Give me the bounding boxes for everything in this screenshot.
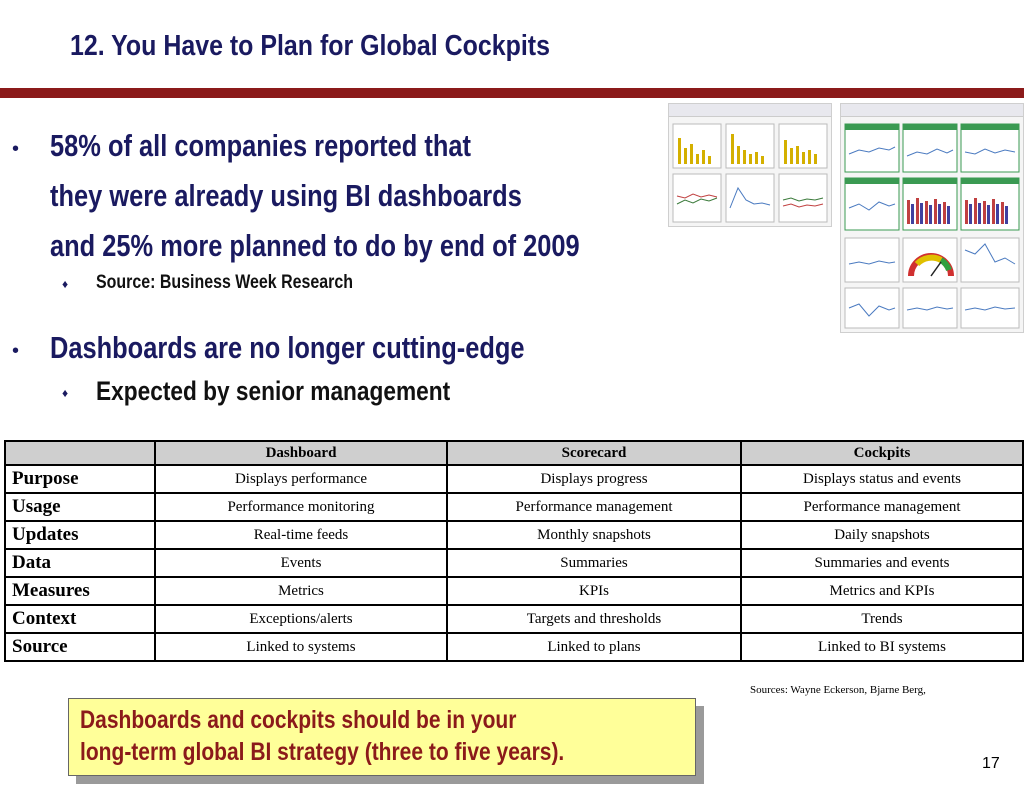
table-cell: Events xyxy=(155,549,447,577)
table-row xyxy=(5,521,1023,549)
table-cell: Metrics and KPIs xyxy=(741,577,1023,605)
row-header: Data xyxy=(5,549,155,577)
row-header: Usage xyxy=(5,493,155,521)
page-number: 17 xyxy=(982,755,1000,772)
table-cell: Linked to BI systems xyxy=(741,633,1023,661)
table-row xyxy=(5,493,1023,521)
column-header: Scorecard xyxy=(447,441,741,465)
row-header: Updates xyxy=(5,521,155,549)
row-header: Purpose xyxy=(5,465,155,493)
table-cell: Summaries and events xyxy=(741,549,1023,577)
row-header: Source xyxy=(5,633,155,661)
table-cell: Monthly snapshots xyxy=(447,521,741,549)
title-rule xyxy=(0,88,1024,98)
cockpit-screenshot-thumbnail xyxy=(840,103,1024,333)
bullet-dot: • xyxy=(12,340,20,362)
column-header: Cockpits xyxy=(741,441,1023,465)
sub-bullet-text: Source: Business Week Research xyxy=(96,272,353,293)
bullet-line: Dashboards are no longer cutting-edge xyxy=(50,330,525,365)
column-header: Dashboard xyxy=(155,441,447,465)
table-cell: Metrics xyxy=(155,577,447,605)
table-cell: Trends xyxy=(741,605,1023,633)
table-cell: Displays performance xyxy=(155,465,447,493)
table-row xyxy=(5,577,1023,605)
bullet-line: 58% of all companies reported that xyxy=(50,128,471,163)
sub-bullet-dot: ♦ xyxy=(62,277,69,291)
table-cell: KPIs xyxy=(447,577,741,605)
table-row xyxy=(5,633,1023,661)
sub-bullet-dot: ♦ xyxy=(62,386,69,400)
row-header: Measures xyxy=(5,577,155,605)
table-row xyxy=(5,605,1023,633)
callout-line: long-term global BI strategy (three to five years). xyxy=(80,738,565,766)
sub-bullet-text: Expected by senior management xyxy=(96,376,451,406)
table-header-row xyxy=(5,441,1023,465)
bullet-line: they were already using BI dashboards xyxy=(50,178,522,213)
dashboard-screenshot-thumbnail xyxy=(668,103,832,227)
table-cell: Targets and thresholds xyxy=(447,605,741,633)
bullet-line: and 25% more planned to do by end of 2009 xyxy=(50,228,580,263)
table-cell: Performance management xyxy=(447,493,741,521)
slide-title: 12. You Have to Plan for Global Cockpits xyxy=(70,30,550,62)
table-header-blank xyxy=(5,441,155,465)
table-cell: Daily snapshots xyxy=(741,521,1023,549)
table-cell: Real-time feeds xyxy=(155,521,447,549)
table-cell: Performance monitoring xyxy=(155,493,447,521)
table-row xyxy=(5,465,1023,493)
table-row xyxy=(5,549,1023,577)
comparison-table xyxy=(4,440,1024,662)
sources-note: Sources: Wayne Eckerson, Bjarne Berg, xyxy=(750,684,926,696)
table-cell: Performance management xyxy=(741,493,1023,521)
table-cell: Displays progress xyxy=(447,465,741,493)
bullet-dot: • xyxy=(12,138,20,160)
table-cell: Exceptions/alerts xyxy=(155,605,447,633)
row-header: Context xyxy=(5,605,155,633)
table-cell: Linked to systems xyxy=(155,633,447,661)
table-cell: Displays status and events xyxy=(741,465,1023,493)
callout-line: Dashboards and cockpits should be in your xyxy=(80,706,517,734)
table-cell: Linked to plans xyxy=(447,633,741,661)
table-cell: Summaries xyxy=(447,549,741,577)
